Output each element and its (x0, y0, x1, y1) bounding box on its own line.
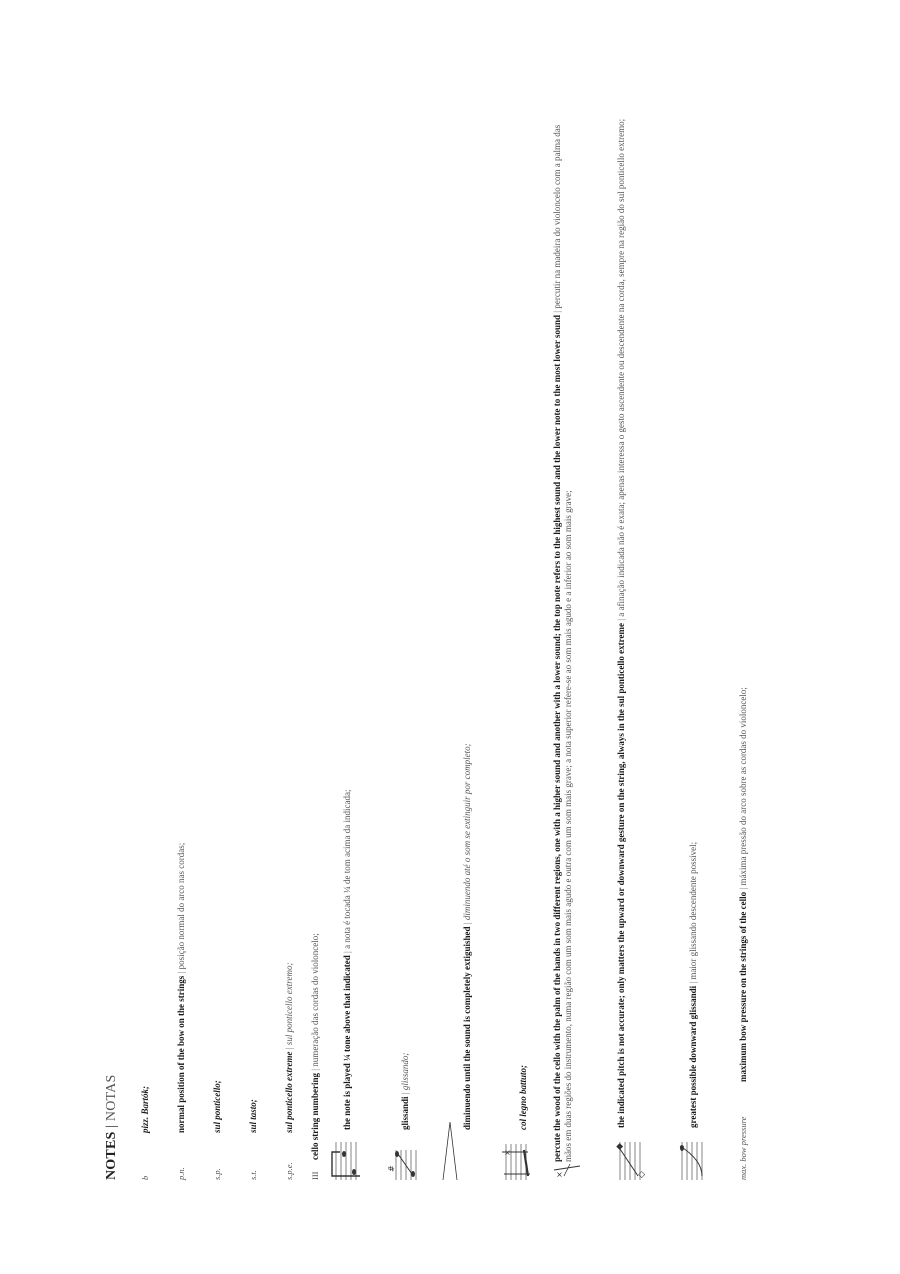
title-en: NOTES (104, 1131, 119, 1180)
note-separator: | (342, 951, 352, 953)
note-pt: máxima pressão do arco sobre as cordas do violoncelo; (738, 687, 748, 886)
note-en: pizz. Bartók; (140, 1085, 150, 1133)
quarter-tone-notation-icon (332, 1140, 366, 1180)
note-pt: a afinação indicada não é exata; apenas interessa o gesto ascendente ou descendente na corda, sempre na região do sul ponticello extremo; (616, 118, 626, 617)
note-en: percute the wood of the cello with the palm of the hands in two different regions, one with a higher sound and another with a lower sound; the top note refers to the highest sound and the lower note to the most lower sound (552, 314, 562, 1162)
note-separator: | (616, 618, 626, 621)
note-symbol: III (310, 1171, 320, 1180)
note-en: diminuendo until the sound is completely extiguished (462, 926, 472, 1130)
note-en: cello string numbering (310, 1073, 320, 1160)
downward-glissando-icon (676, 1136, 712, 1180)
sul-ponticello-gesture-icon (614, 1136, 650, 1180)
note-symbol: s.p.e. (284, 1162, 294, 1180)
note-separator: | (552, 310, 562, 313)
note-pt: glissando; (400, 1052, 410, 1091)
note-symbol: p.n. (176, 1167, 186, 1180)
note-separator: | (310, 1068, 320, 1071)
note-symbol: s.p. (212, 1168, 222, 1180)
note-pt: sul ponticello extremo; (284, 962, 294, 1046)
note-separator: | (462, 922, 472, 925)
note-en: col legno battuto; (518, 1065, 528, 1130)
note-pt: posição normal do arco nas cordas; (176, 842, 186, 970)
note-symbol: b (140, 1175, 150, 1180)
note-separator: | (284, 1047, 294, 1050)
note-pt: numeração das cordas do violoncelo; (310, 933, 320, 1067)
title-pt: NOTAS (104, 1074, 119, 1122)
note-pt: maior glissando descendente possível; (688, 841, 698, 980)
title-separator: | (104, 1124, 119, 1128)
svg-text:#: # (387, 1165, 396, 1172)
note-pt: percutir na madeira do violoncelo com a palma das mãos em duas regiões do instrumento, numa região com um som mais agudo e outra com um som mais grave; a nota superior refere-se ao som mais agudo e a inferior ao som mais grave; (552, 124, 573, 1162)
note-en: glissandi (400, 1096, 410, 1130)
rotated-notes-content (104, 70, 784, 1180)
col-legno-notation-icon (498, 1136, 534, 1180)
note-pt: a nota é tocada ¼ de tom acima da indicada; (342, 789, 352, 949)
note-en: normal position of the bow on the strings (176, 975, 186, 1133)
note-en: sul ponticello extreme (284, 1051, 294, 1133)
svg-text:×: × (555, 1171, 564, 1178)
svg-text:◆: ◆ (615, 1143, 625, 1150)
glissando-notation-icon (388, 1140, 422, 1180)
note-en: the indicated pitch is not accurate; only matters the upward or downward gesture on the string, always in the sul ponticello extreme (616, 623, 626, 1128)
note-separator: | (688, 981, 698, 984)
svg-text:◇: ◇ (637, 1171, 647, 1178)
note-pt: diminuendo até o som se extinguir por completo; (462, 743, 472, 921)
page-title (104, 1075, 120, 1180)
note-en: sul tasto; (248, 1099, 258, 1133)
note-en: greatest possible downward glissandi (688, 985, 698, 1128)
note-symbol: max. bow pressure (738, 1116, 748, 1180)
note-en: sul ponticello; (212, 1080, 222, 1133)
note-symbol: s.t. (248, 1170, 258, 1180)
note-separator: | (400, 1092, 410, 1095)
note-separator: | (738, 887, 748, 890)
note-en: the note is played ¼ tone above that indicated (342, 955, 352, 1130)
note-separator: | (176, 971, 186, 974)
note-en: maximum bow pressure on the strings of the cello (738, 891, 748, 1082)
diminuendo-hairpin-icon (442, 1120, 458, 1180)
svg-text:×: × (503, 1149, 512, 1156)
